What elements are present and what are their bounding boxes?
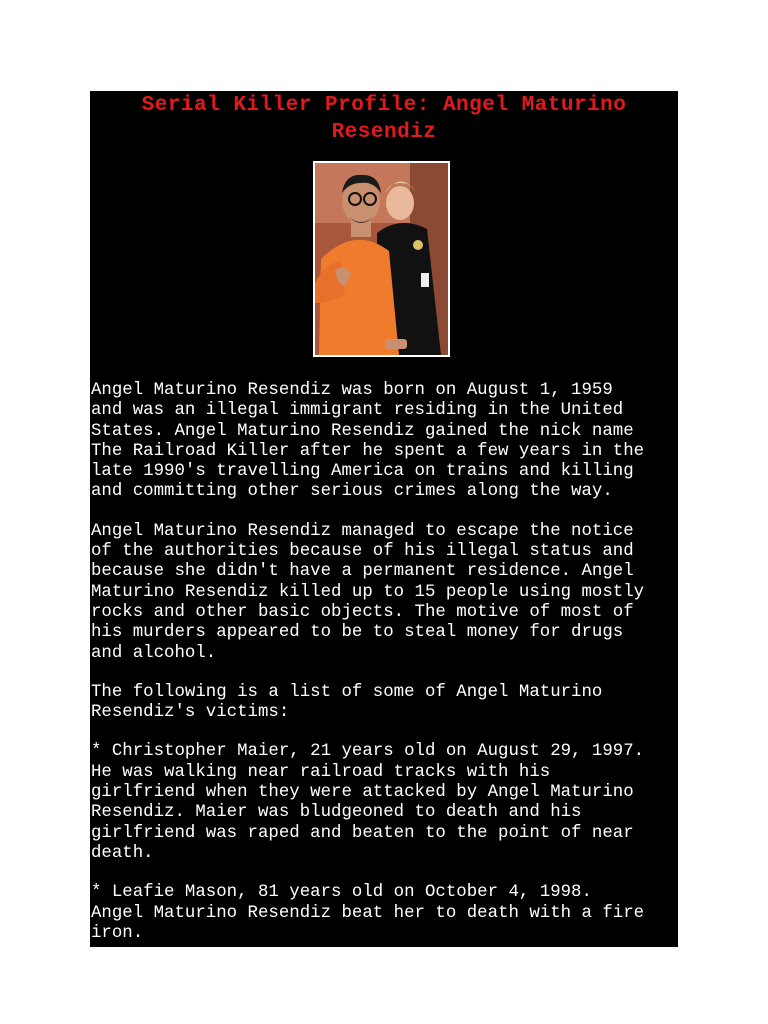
paragraph: The following is a list of some of Angel Maturino Resendiz's victims: xyxy=(91,682,603,723)
document-page xyxy=(90,91,678,947)
page-title: Serial Killer Profile: Angel Maturino Resendiz xyxy=(141,94,627,144)
profile-body xyxy=(91,381,677,947)
paragraph: Angel Maturino Resendiz managed to escape the notice of the authorities because of his illegal status and because she didn't have a permanent residence. Angel Maturino Resendiz killed up to 15 people using mostly rocks and other basic objects. The motive of most of his murders appeared to be to steal money for drugs and alcohol. xyxy=(91,521,645,663)
mugshot-photo-icon xyxy=(313,161,450,357)
paragraph: * Christopher Maier, 21 years old on August 29, 1997. He was walking near railroad tracks with his girlfriend when they were attacked by Angel Maturino Resendiz. Maier was bludgeoned to death and his girlfriend was raped and beaten to the point of near death. xyxy=(91,742,645,863)
paragraph: * Leafie Mason, 81 years old on October 4, 1998. Angel Maturino Resendiz beat her to death with a fire iron. xyxy=(91,883,645,943)
paragraph: Angel Maturino Resendiz was born on August 1, 1959 and was an illegal immigrant residing in the United States. Angel Maturino Resendiz gained the nick name The Railroad Killer after he spent a few years in the late 1990's travelling America on trains and killing and committing other serious crimes along the way. xyxy=(91,381,645,502)
